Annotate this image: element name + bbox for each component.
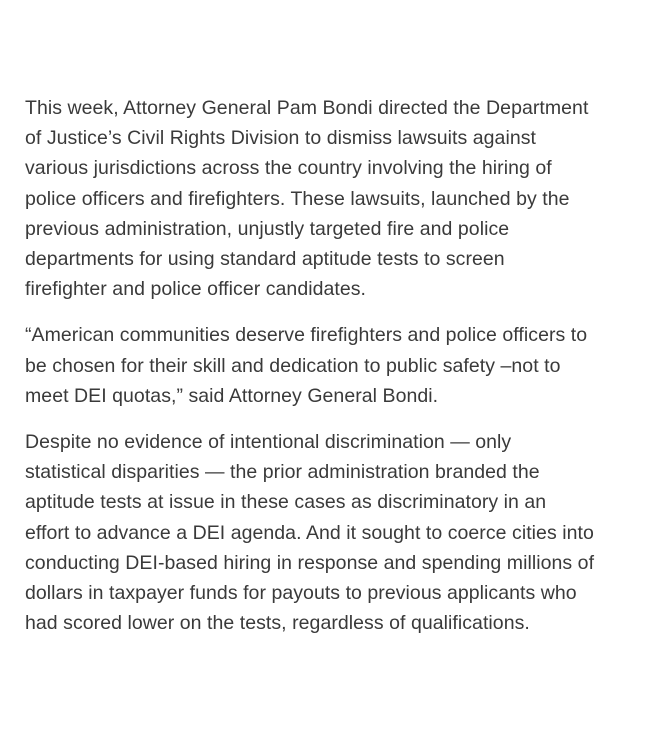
text-line: departments for using standard aptitude tests to screen	[25, 248, 505, 271]
text-line: dollars in taxpayer funds for payouts to previous applicants who	[25, 582, 577, 605]
text-line: various jurisdictions across the country involving the hiring of	[25, 157, 552, 180]
text-line: firefighter and police officer candidates.	[25, 278, 367, 301]
text-line: of Justice’s Civil Rights Division to dismiss lawsuits against	[25, 127, 536, 150]
text-line: be chosen for their skill and dedication to public safety –not to	[25, 354, 561, 377]
text-line: statistical disparities — the prior administration branded the	[25, 461, 540, 484]
text-line: This week, Attorney General Pam Bondi directed the Department	[25, 97, 589, 119]
text-line: had scored lower on the tests, regardless of qualifications.	[25, 612, 530, 635]
article-body	[25, 93, 643, 654]
paragraph-background	[25, 427, 643, 638]
text-line: Despite no evidence of intentional discrimination — only	[25, 431, 512, 454]
text-line: meet DEI quotas,” said Attorney General Bondi.	[25, 384, 439, 407]
text-line: conducting DEI-based hiring in response and spending millions of	[25, 551, 595, 574]
text-line: “American communities deserve firefighters and police officers to	[25, 324, 588, 347]
paragraph-announcement	[25, 93, 643, 304]
text-line: police officers and firefighters. These lawsuits, launched by the	[25, 187, 570, 210]
text-line: effort to advance a DEI agenda. And it sought to coerce cities into	[25, 521, 594, 544]
text-line: aptitude tests at issue in these cases as discriminatory in an	[25, 491, 547, 514]
paragraph-quote	[25, 320, 643, 411]
text-line: previous administration, unjustly targeted fire and police	[25, 217, 510, 240]
